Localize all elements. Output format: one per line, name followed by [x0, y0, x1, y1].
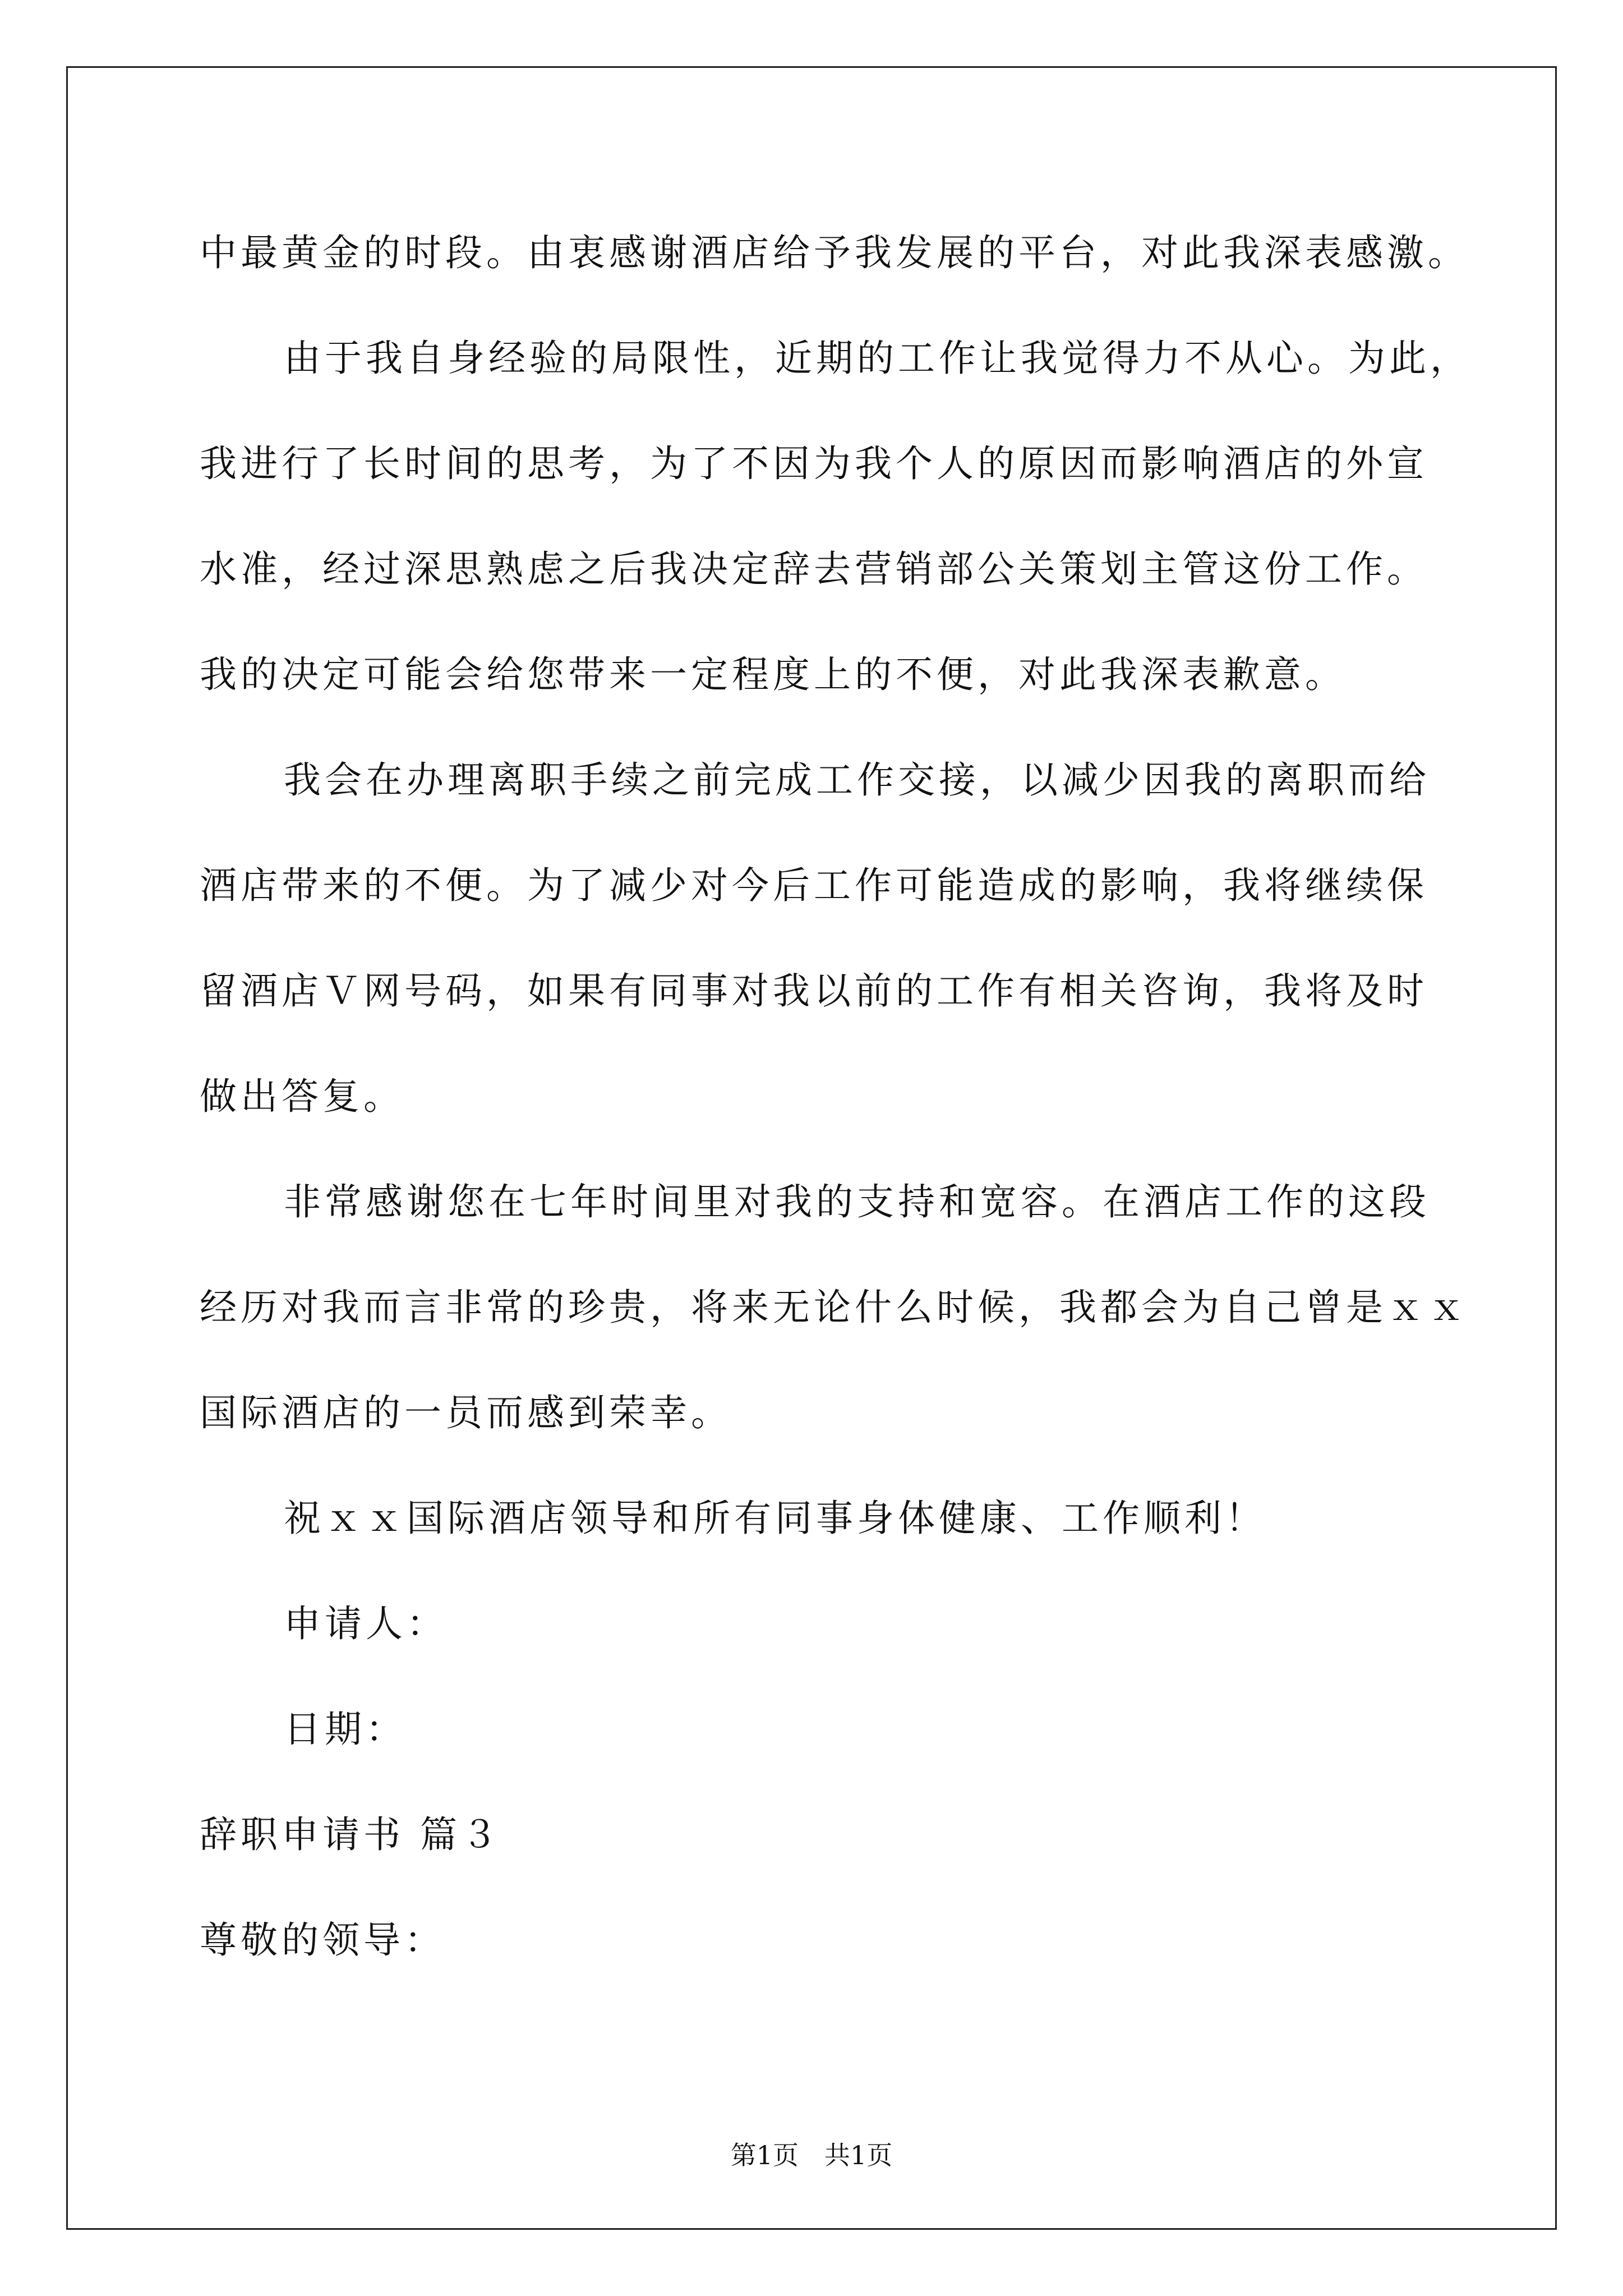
page-border: [66, 66, 1557, 2230]
date-label: 日期：: [284, 1708, 407, 1751]
body-line-3: 我进行了长时间的思考，为了不因为我个人的原因而影响酒店的外宣: [200, 442, 1428, 485]
body-line-4: 水准，经过深思熟虑之后我决定辞去营销部公关策划主管这份工作。: [200, 547, 1428, 591]
salutation: 尊敬的领导：: [200, 1918, 445, 1962]
body-line-12: 国际酒店的一员而感到荣幸。: [200, 1391, 732, 1434]
body-line-7: 酒店带来的不便。为了减少对今后工作可能造成的影响，我将继续保: [200, 864, 1428, 907]
section-heading: 辞职申请书 篇３: [200, 1813, 502, 1856]
body-line-9: 做出答复。: [200, 1075, 404, 1118]
body-line-1: 中最黄金的时段。由衷感谢酒店给予我发展的平台，对此我深表感激。: [200, 231, 1469, 274]
body-line-5: 我的决定可能会给您带来一定程度上的不便，对此我深表歉意。: [200, 653, 1346, 696]
body-line-2: 由于我自身经验的局限性，近期的工作让我觉得力不从心。为此，: [284, 337, 1471, 380]
closing-wish: 祝ｘｘ国际酒店领导和所有同事身体健康、工作顺利！: [284, 1497, 1266, 1540]
body-line-6: 我会在办理离职手续之前完成工作交接，以减少因我的离职而给: [284, 758, 1430, 802]
body-line-8: 留酒店Ｖ网号码，如果有同事对我以前的工作有相关咨询，我将及时: [200, 969, 1428, 1013]
body-line-11: 经历对我而言非常的珍贵，将来无论什么时候，我都会为自己曾是ｘｘ: [200, 1286, 1469, 1329]
body-line-10: 非常感谢您在七年时间里对我的支持和宽容。在酒店工作的这段: [284, 1180, 1430, 1223]
page-number-footer: 第1页 共1页: [730, 2140, 893, 2170]
applicant-label: 申请人：: [284, 1602, 448, 1645]
